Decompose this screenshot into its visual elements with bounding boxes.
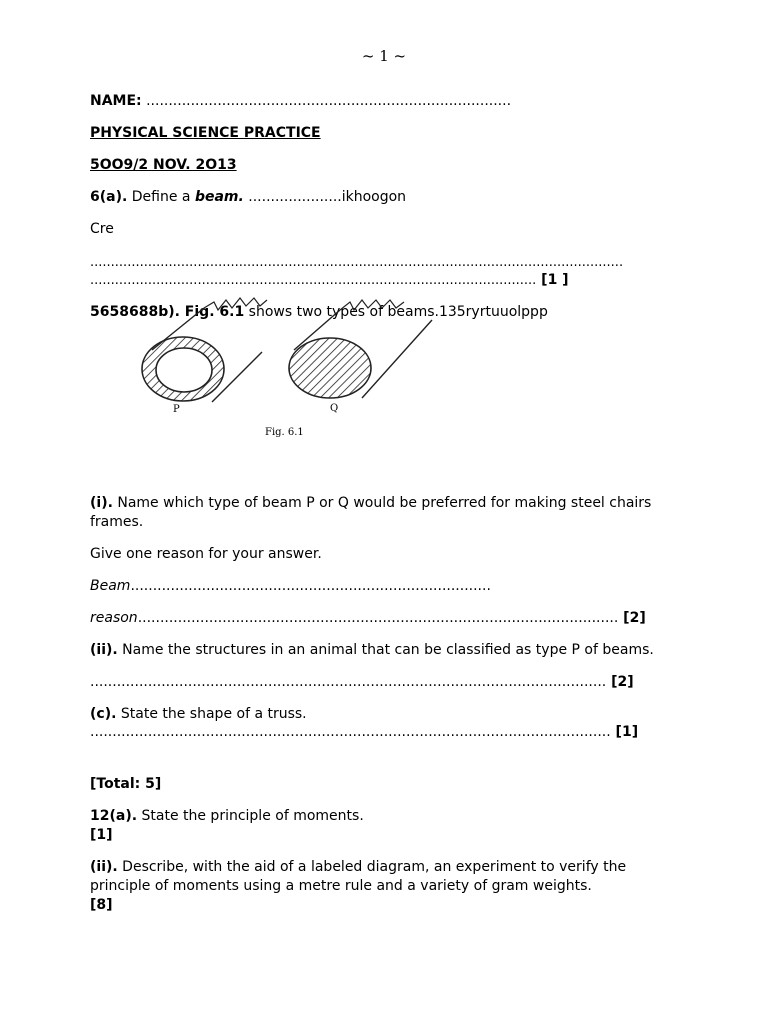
figure-6-1 (122, 290, 462, 440)
reason-dots: ............................................................................................................ (137, 610, 619, 626)
q6a-dots: .....................ikhoogon (243, 189, 407, 205)
document-title: PHYSICAL SCIENCE PRACTICE (90, 125, 321, 141)
q6c-mark: [1] (610, 724, 639, 740)
answer-line-1: ................................................................................................................................. (90, 255, 624, 270)
q12a-text: State the principle of moments. (137, 808, 364, 824)
q6bii-text: Name the structures in an animal that can be classified as type P of beams. (117, 642, 654, 658)
q6bi-mark: [2] (618, 610, 646, 626)
q6bi-reason-prompt: Give one reason for your answer. (90, 546, 322, 562)
q12ii-mark: [8] (90, 897, 113, 913)
q12ii-text-line2: principle of moments using a metre rule and a variety of gram weights. (90, 878, 592, 894)
beam-answer-line (90, 577, 491, 595)
figure-caption: Fig. 6.1 (265, 427, 304, 438)
q6b-fig-ref: Fig. 6.1 (179, 304, 245, 320)
q12a-number: 12(a). (90, 808, 138, 824)
q12ii-text-line1: Describe, with the aid of a labeled diagram, an experiment to verify the (117, 859, 627, 875)
q6c-text: State the shape of a truss. (116, 706, 307, 722)
q6c-dots: ..................................................................................................................... (90, 724, 611, 740)
question-6a (90, 188, 406, 206)
q6bi-text-line2: frames. (90, 514, 144, 530)
answer-line-2-mark: [1 ] (536, 272, 569, 288)
q6bi-number: (i). (90, 495, 113, 511)
total-marks: [Total: 5] (90, 776, 162, 792)
name-label: NAME: (90, 93, 142, 109)
q6bii-dots: .................................................................................................................... (90, 674, 607, 690)
q6bii-mark: [2] (606, 674, 634, 690)
question-6b-i-line1 (90, 494, 651, 512)
reason-label: reason (90, 610, 138, 626)
answer-line-2-dots: ............................................................................................................ (90, 273, 537, 288)
reason-answer-line (90, 609, 646, 627)
question-12a (90, 807, 364, 825)
q6b-text: shows two types of beams.135ryrtuuolppp (244, 304, 548, 320)
q6b-number: 5658688b). (90, 304, 180, 320)
q12ii-number: (ii). (90, 859, 118, 875)
q6bi-text-line1: Name which type of beam P or Q would be preferred for making steel chairs (112, 495, 652, 511)
label-q: Q (330, 403, 339, 414)
name-dots: .................................................................................. (146, 93, 512, 109)
q6a-bold-word: beam. (194, 189, 244, 205)
q6bii-answer-line (90, 673, 634, 691)
answer-line-2 (90, 271, 569, 290)
q6c-number: (c). (90, 706, 117, 722)
name-line (90, 92, 511, 110)
beam-dots: ................................................................................. (130, 578, 491, 594)
q6a-number: 6(a). (90, 189, 128, 205)
q6c-answer-line (90, 723, 638, 741)
beam-p-drawing (142, 298, 267, 402)
q6a-text: Define a (131, 189, 195, 205)
beam-label: Beam (90, 578, 131, 594)
beam-q-drawing (289, 300, 432, 398)
label-p: P (173, 404, 180, 415)
question-12-ii-line1 (90, 858, 626, 876)
question-6c (90, 705, 307, 723)
paper-code: 5OO9/2 NOV. 2O13 (90, 157, 237, 173)
q12a-mark: [1] (90, 827, 113, 843)
question-6b-ii (90, 641, 654, 659)
q6bii-number: (ii). (90, 642, 118, 658)
page-number: ~ 1 ~ (361, 47, 407, 65)
cre-text: Cre (90, 221, 114, 237)
